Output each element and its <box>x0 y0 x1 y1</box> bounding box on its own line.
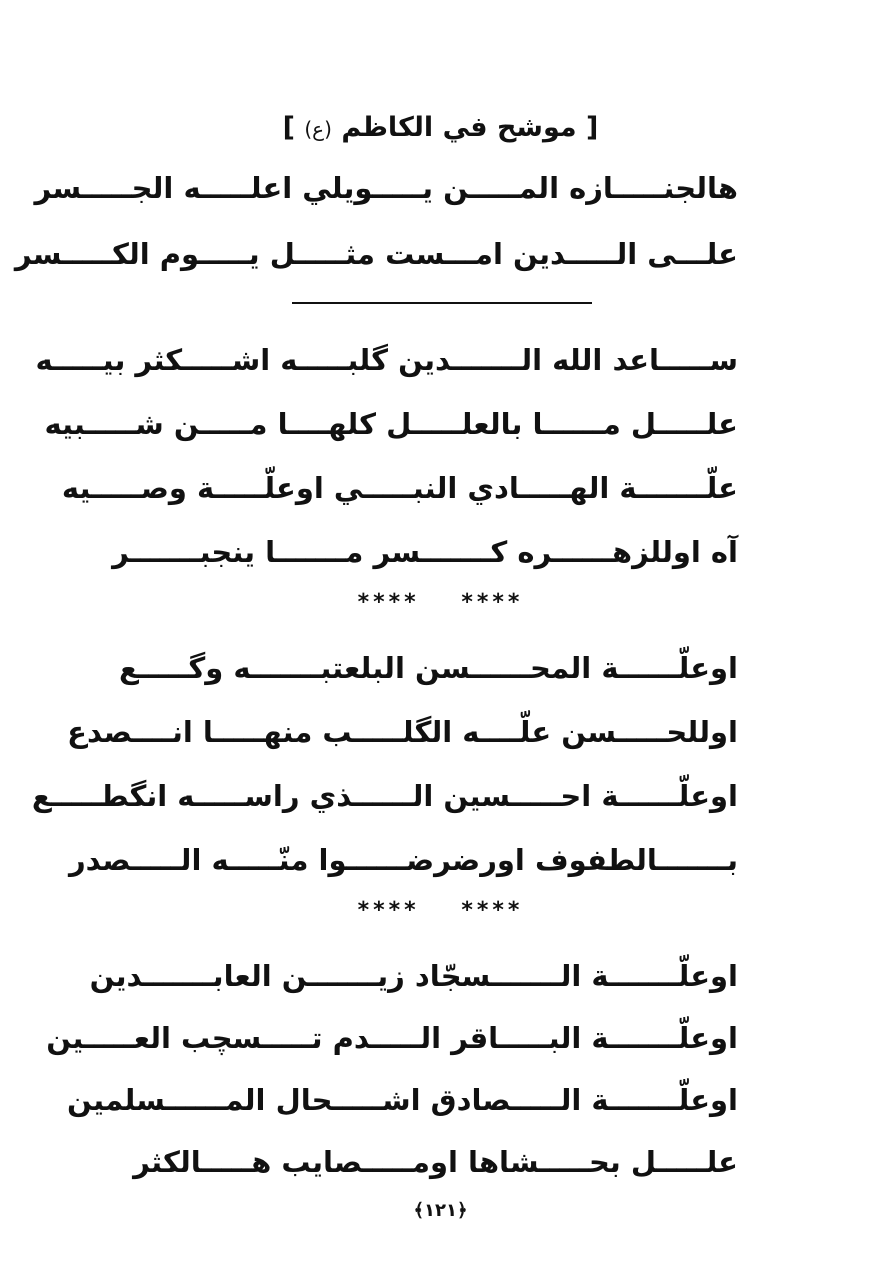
stanza1-line-3: علّـــــــة الهـــــادي النبـــــي اوعلّـــــة وصـــــيه <box>61 471 738 505</box>
stars-group: **** <box>357 590 420 615</box>
stanza1-line-4: آه اوللزهــــــره كـــــــسر مـــــــا ينجبـــــــر <box>112 535 738 569</box>
separator-stars-1 <box>0 590 881 615</box>
intro-line-1: هالجنـــــازه المـــــن يـــــويلي اعلـــــه الجـــــسر <box>34 171 738 205</box>
stars-group: **** <box>461 898 524 923</box>
stanza3-line-2: اوعلّـــــــة البـــــاقر الـــــدم تـــــسچب العـــــين <box>46 1021 738 1055</box>
stanza1-line-1: ســـــاعد الله الـــــــدين گلبـــــه اشـــــكثر بيـــــه <box>35 343 738 377</box>
title-text: [ موشح في الكاظم <box>341 112 599 143</box>
stanza1-line-2: علـــــل مــــــا بالعلـــــل كلهــــا مـــــن شـــــبيه <box>44 407 738 441</box>
intro-line-2: علـــى الـــــدين امـــست مثـــــل يـــــوم الكـــــسر <box>14 237 738 271</box>
title-honorific: (ع) <box>304 117 332 141</box>
title-bracket-close: ] <box>282 112 295 143</box>
divider-rule <box>292 302 592 304</box>
stanza2-line-3: اوعلّــــــة احـــــسين الــــــذي راســـــه انگطـــــع <box>31 779 738 813</box>
stanza2-line-4: بـــــــالطفوف اورضرضــــــوا منّـــــه الـــــصدر <box>68 843 738 877</box>
stanza2-line-2: اوللحـــــسن علّــــه الگلـــــب منهـــــا انــــصدع <box>67 715 738 749</box>
page-number: ﴿١٢١﴾ <box>413 1200 468 1221</box>
stanza2-line-1: اوعلّــــــة المحــــــسن البلعتبـــــــه وگـــــع <box>119 651 738 685</box>
stanza3-line-1: اوعلّـــــــة الـــــــسجّاد زيـــــــن العابـــــــدين <box>89 959 738 993</box>
poem-title <box>0 112 881 143</box>
stars-group: **** <box>461 590 524 615</box>
stars-group: **** <box>357 898 420 923</box>
stanza3-line-3: اوعلّـــــــة الـــــصادق اشـــــحال المــــــسلمين <box>67 1083 738 1117</box>
separator-stars-2 <box>0 898 881 923</box>
stanza3-line-4: علـــــل بحـــــشاها اومـــــصايب هـــــالكثر <box>133 1145 738 1179</box>
